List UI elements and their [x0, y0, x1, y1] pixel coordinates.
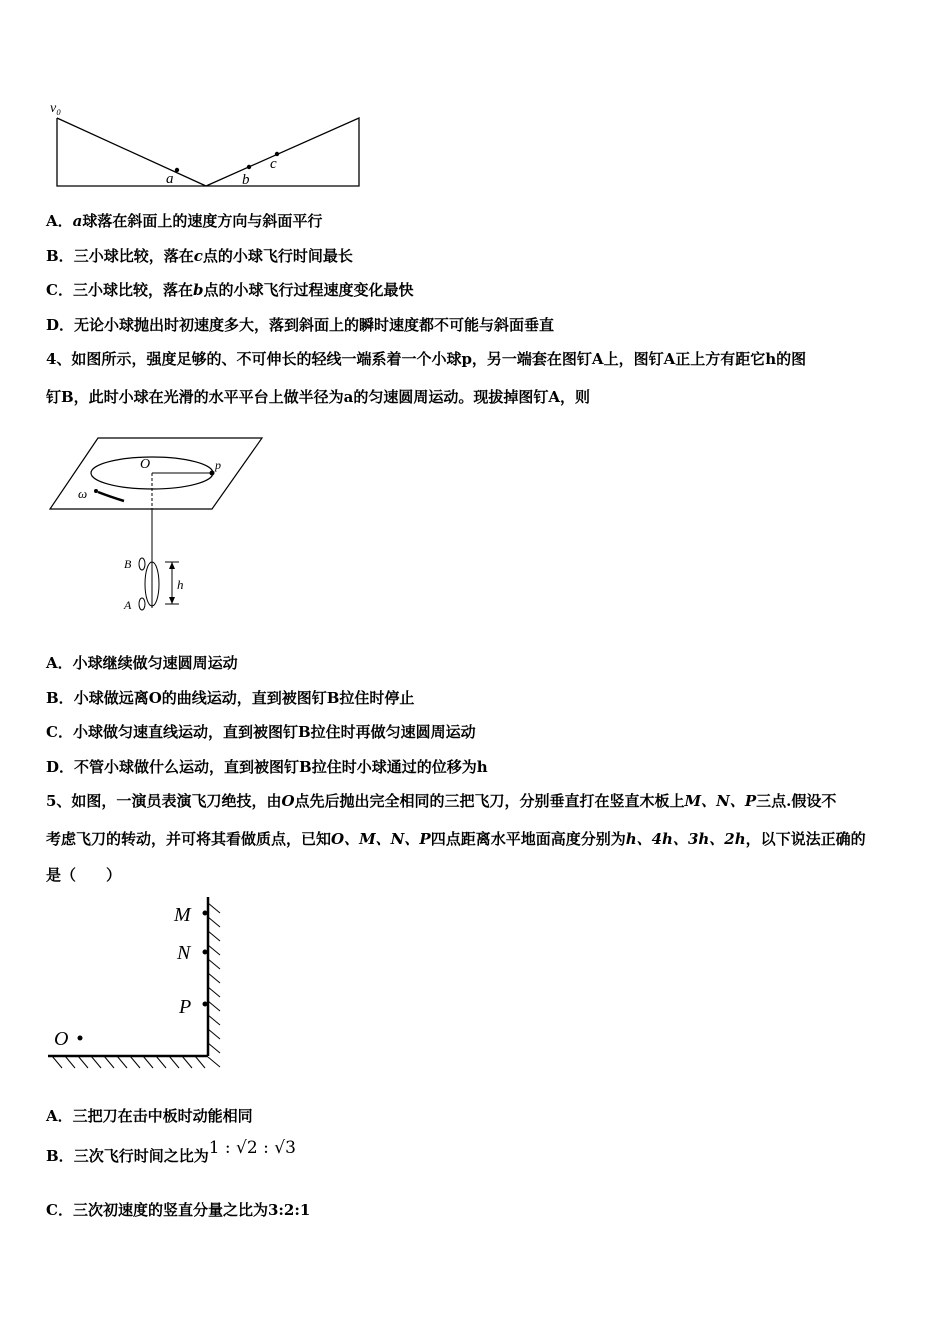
label-omega: ω	[78, 486, 88, 501]
label-P: P	[179, 996, 192, 1018]
q5-stem-line3: 是（ ）	[46, 866, 122, 884]
q5-stem-line2: 考虑飞刀的转动，并可将其看做质点，已知O、M、N、P四点距离水平地面高度分别为h、4h、3h、2h，以下说法正确的	[46, 830, 866, 848]
label-p: p	[215, 458, 221, 472]
point-b	[247, 165, 251, 169]
q4-option-a: A．小球继续做匀速圆周运动	[46, 654, 238, 672]
label-O5: O	[54, 1028, 69, 1050]
pin-b	[139, 558, 145, 570]
label-B: B	[124, 557, 132, 571]
omega-arrow	[98, 492, 124, 501]
time-ratio-formula: 1 : √2 : √3	[208, 1138, 296, 1158]
q4-pin-figure	[46, 432, 276, 617]
label-h: h	[177, 577, 184, 592]
point-P	[203, 1002, 208, 1007]
q3-option-b: B．三小球比较，落在c点的小球飞行时间最长	[46, 247, 353, 265]
q4-option-b: B．小球做远离O的曲线运动，直到被图钉B拉住时停止	[46, 689, 415, 707]
ball-p	[210, 471, 215, 476]
label-v0: v₀	[50, 101, 62, 116]
q4-option-c: C．小球做匀速直线运动，直到被图钉B拉住时再做匀速圆周运动	[46, 723, 476, 741]
label-c: c	[270, 156, 277, 172]
q3-option-d: D．无论小球抛出时初速度多大，落到斜面上的瞬时速度都不可能与斜面垂直	[46, 316, 555, 334]
label-N: N	[177, 942, 191, 964]
q3-option-c: C．三小球比较，落在b点的小球飞行过程速度变化最快	[46, 281, 414, 299]
q3-incline-figure	[44, 96, 374, 196]
q4-stem-line1: 4、如图所示，强度足够的、不可伸长的轻线一端系着一个小球p，另一端套在图钉A上，图钉A正上方有距它h的图	[46, 350, 807, 368]
label-a: a	[166, 171, 174, 187]
q4-option-d: D．不管小球做什么运动，直到被图钉B拉住时小球通过的位移为h	[46, 758, 488, 776]
q3-option-a: A．a球落在斜面上的速度方向与斜面平行	[46, 212, 323, 230]
q5-stem-line1: 5、如图，一演员表演飞刀绝技，由O点先后抛出完全相同的三把飞刀，分别垂直打在竖直木板上M、N、P三点.假设不	[46, 792, 837, 810]
pin-a	[139, 598, 145, 610]
q4-stem-line2: 钉B，此时小球在光滑的水平平台上做半径为a的匀速圆周运动。现拔掉图钉A，则	[46, 388, 591, 406]
label-b: b	[242, 172, 250, 188]
point-O	[78, 1036, 83, 1041]
label-A: A	[124, 598, 132, 612]
label-M: M	[174, 904, 191, 926]
q5-option-b: B．三次飞行时间之比为1 : √2 : √3	[46, 1138, 296, 1165]
point-M	[203, 911, 208, 916]
q5-option-a: A．三把刀在击中板时动能相同	[46, 1107, 253, 1125]
q5-option-c: C．三次初速度的竖直分量之比为3:2:1	[46, 1201, 311, 1219]
label-O: O	[140, 457, 151, 472]
point-N	[203, 950, 208, 955]
q5-knife-figure	[44, 893, 234, 1078]
point-a	[175, 168, 179, 172]
